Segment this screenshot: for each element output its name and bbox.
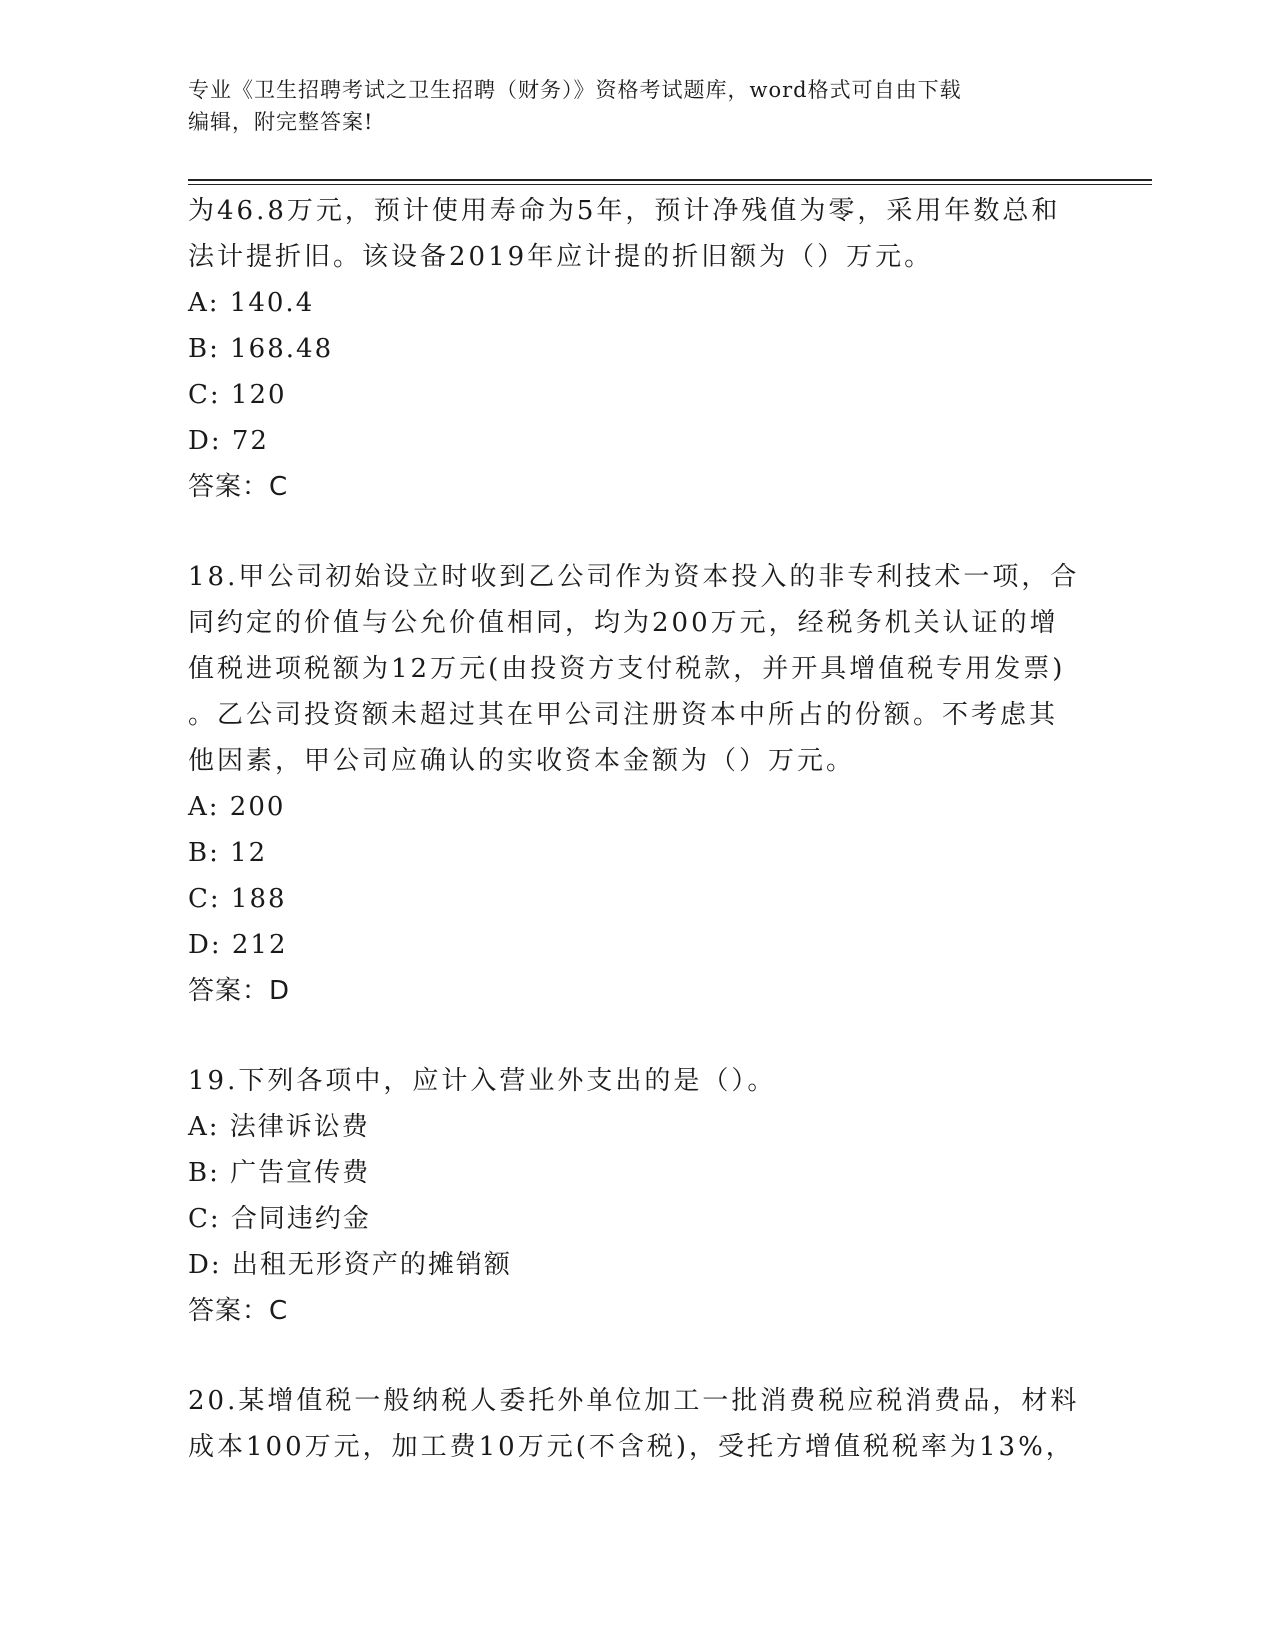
question-stem-line: 20.某增值税一般纳税人委托外单位加工一批消费税应税消费品，材料 [188, 1386, 1080, 1416]
question-stem-line: 。乙公司投资额未超过其在甲公司注册资本中所占的份额。不考虑其 [188, 700, 1059, 730]
question-stem-line: 19.下列各项中，应计入营业外支出的是（）。 [188, 1066, 777, 1096]
option-b: B: 广告宣传费 [188, 1158, 371, 1188]
option-a: A: 法律诉讼费 [188, 1112, 370, 1142]
question-stem-line: 18.甲公司初始设立时收到乙公司作为资本投入的非专利技术一项，合 [188, 562, 1080, 592]
option-c: C: 188 [188, 884, 287, 914]
document-header [188, 74, 1088, 138]
option-c: C: 120 [188, 380, 287, 410]
question-stem-line: 他因素，甲公司应确认的实收资本金额为（）万元。 [188, 746, 856, 776]
header-line-2: 编辑，附完整答案! [188, 110, 374, 134]
question-17 [188, 188, 1088, 510]
option-d: D: 212 [188, 930, 288, 960]
answer-line: 答案：D [188, 976, 291, 1006]
option-c: C: 合同违约金 [188, 1204, 371, 1234]
answer-line: 答案：C [188, 472, 289, 502]
document-body [188, 188, 1088, 1470]
question-stem-line: 成本100万元，加工费10万元(不含税)，受托方增值税税率为13%， [188, 1432, 1075, 1462]
question-18 [188, 554, 1088, 1014]
question-stem-line: 法计提折旧。该设备2019年应计提的折旧额为（）万元。 [188, 242, 934, 272]
question-stem-line: 为46.8万元，预计使用寿命为5年，预计净残值为零，采用年数总和 [188, 196, 1061, 226]
option-a: A: 200 [188, 792, 286, 822]
answer-line: 答案：C [188, 1296, 289, 1326]
question-stem-line: 同约定的价值与公允价值相同，均为200万元，经税务机关认证的增 [188, 608, 1059, 638]
option-b: B: 12 [188, 838, 268, 868]
option-b: B: 168.48 [188, 334, 334, 364]
question-stem-line: 值税进项税额为12万元(由投资方支付税款，并开具增值税专用发票) [188, 654, 1066, 684]
question-19 [188, 1058, 1088, 1334]
option-d: D: 出租无形资产的摊销额 [188, 1250, 512, 1280]
question-20 [188, 1378, 1088, 1470]
header-divider [188, 179, 1152, 185]
header-line-1: 专业《卫生招聘考试之卫生招聘（财务）》资格考试题库，word格式可自由下载 [188, 78, 962, 102]
option-d: D: 72 [188, 426, 269, 456]
option-a: A: 140.4 [188, 288, 315, 318]
